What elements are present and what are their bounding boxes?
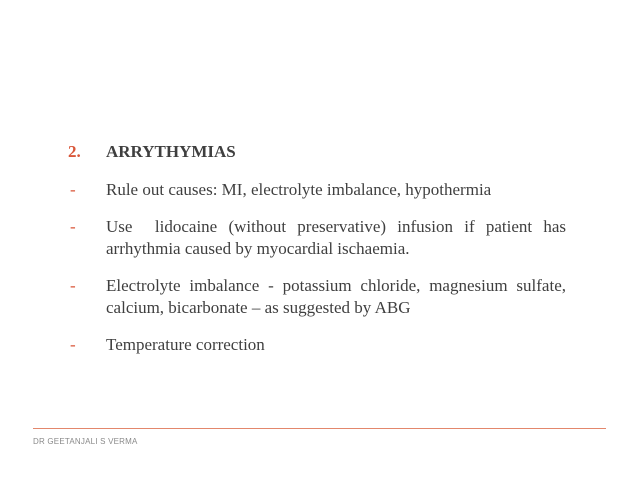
- bullet-marker: -: [70, 217, 76, 236]
- section-heading: [68, 141, 236, 163]
- heading-title: ARRYTHYMIAS: [106, 142, 236, 161]
- bullet-item-causes: [68, 179, 566, 201]
- bullet-item-temperature: [68, 334, 566, 356]
- heading-number: 2.: [68, 142, 81, 161]
- bullet-marker: -: [70, 335, 76, 354]
- footer-author: DR GEETANJALI S VERMA: [33, 437, 138, 446]
- bullet-list: [68, 179, 571, 371]
- bullet-text: Electrolyte imbalance - potassium chloride, magnesium sulfate, calcium, bicarbonate – as suggested by ABG: [106, 276, 566, 317]
- bullet-marker: -: [70, 276, 76, 295]
- bullet-marker: -: [70, 180, 76, 199]
- bullet-text: Use lidocaine (without preservative) infusion if patient has arrhythmia caused by myocardial ischaemia.: [106, 217, 571, 258]
- footer-divider: [33, 428, 606, 429]
- bullet-item-electrolytes: [68, 275, 566, 319]
- bullet-text: Rule out causes: MI, electrolyte imbalance, hypothermia: [106, 180, 492, 199]
- bullet-item-lidocaine: [68, 216, 571, 260]
- bullet-text: Temperature correction: [106, 335, 265, 354]
